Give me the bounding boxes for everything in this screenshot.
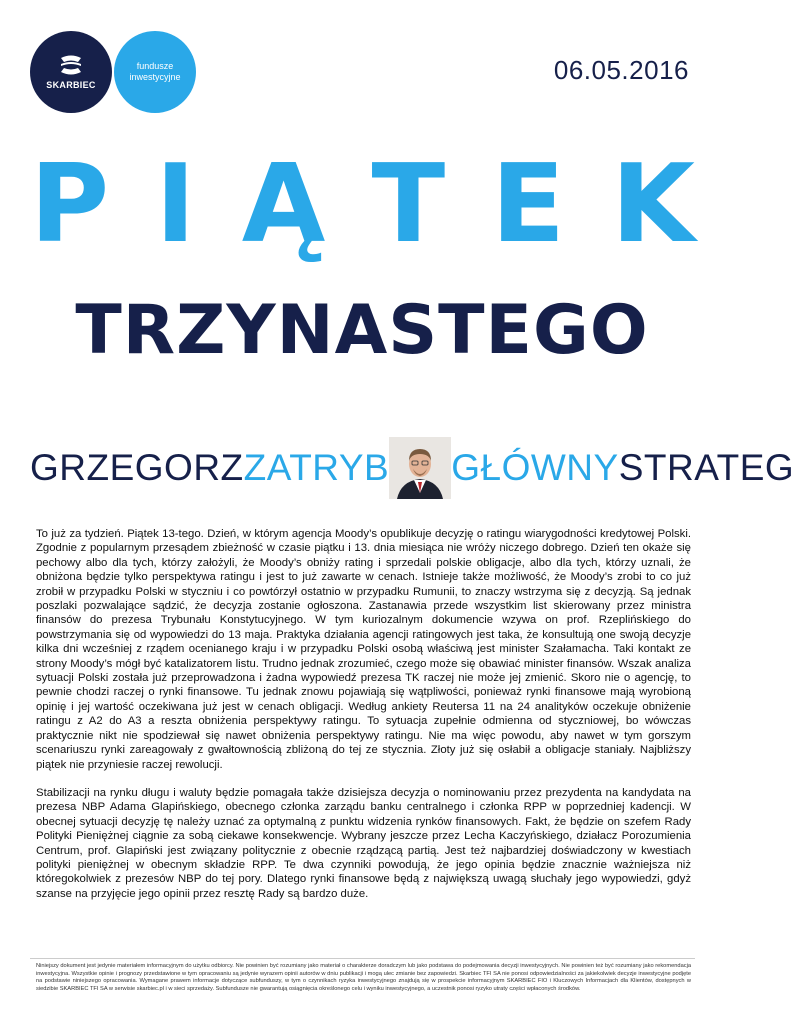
logo-sub-line2: inwestycyjne	[129, 72, 181, 82]
title-letter: T	[371, 142, 446, 267]
article-paragraph: To już za tydzień. Piątek 13-tego. Dzień, w którym agencja Moody’s opublikuje decyzję o ratingu wiarygodności kredytowej Polski. Zgodnie z popularnym przesądem zbieżność w czasie piątku i 13. dnia miesiąca nie wróży niczego dobrego. Dzień ten okaże się pechowy albo dla tych, którzy założyli, że Moody’s obniży rating i sprzedali polskie obligacje, albo dla tych, którzy uznali, że obniżona będzie tylko perspektywa ratingu i jest to już zawarte w cenach. Istnieje także możliwość, że Moody’s zrobi to co już zrobił w przypadku Polski w styczniu i co powtórzył ostatnio w przypadku Rumunii, to znaczy wstrzyma się z decyzją. Są jednak poszlaki pozwalające sądzić, że decyzja zostanie ogłoszona. Zastanawia przede wszystkim list skierowany przez ministra finansów do prezesa Trybunału Konstytucyjnego. W tym kuriozalnym dokumencie wzywa on prof. Rzeplińskiego do powstrzymania się od wypowiedzi do 13 maja. Praktyka działania agencji ratingowych jest taka, że konsultują one swoją decyzje kilka dni wcześniej z rządem ocenianego kraju i w przypadku Polski osobą właściwą jest minister Szałamacha. Taki kontakt ze strony Moody’s mógł być katalizatorem listu. Trudno jednak zrozumieć, czego może się obawiać minister finansów. Wszak analiza sytuacji Polski została już przeprowadzona i żadna wypowiedź prezesa TK raczej nie może jej zmienić. Skoro nie o agencję, to pewnie chodzi raczej o rynki finansowe. Tu jednak znowu pojawiają się wątpliwości, ponieważ rynki finansowe mają wyrobioną opinię i jej wartość oczekiwana już jest w cenach obligacji. Według ankiety Reutersa 11 na 24 analityków oczekuje obniżenie ratingu z A2 do A3 a reszta obniżenia perspektywy ratingu. To sytuacja zupełnie odmienna od styczniowej, bo wówczas praktycznie nikt nie spodziewał się nawet obniżenia perspektywy ratingu. Nie ma więc powodu, aby nawet w tym gorszym scenariuszu rynki zareagowały z gwałtownością zbliżoną do tej ze stycznia. Złoty już się osłabił a obligacje staniały. Najbliższy piątek nie przyniesie raczej rewolucji.	[36, 528, 691, 771]
skarbiec-s-mark-icon	[58, 54, 84, 76]
author-portrait-icon	[389, 437, 451, 499]
author-role-2: STRATEG	[618, 447, 794, 488]
legal-disclaimer: Niniejszy dokument jest jedynie materiałem informacyjnym do użytku odbiorcy. Nie powinien być rozumiany jako materiał o charakterze doradczym lub jako podstawa do podejmowania decyzji inwestycyjnych. Nie powinien też być rozumiany jako rekomendacja inwestycyjna. Wszystkie opinie i prognozy przedstawione w tym opracowaniu są jedynie wyrazem opinii autorów w dniu publikacji i mogą ulec zmianie bez zapowiedzi. Skarbiec TFI SA nie ponosi odpowiedzialności za jakiekolwiek decyzje inwestycyjne podjęte na podstawie niniejszego opracowania. Wymagane prawem informacje dotyczące subfunduszy, w tym o czynnikach ryzyka inwestycyjnego znajdują się w prospekcie informacyjnym SKARBIEC FIO i Kluczowych Informacjach dla Klientów, dostępnych w siedzibie SKARBIEC TFI SA w serwisie skarbiec.pl i w sieci sprzedaży. Subfundusze nie gwarantują osiągnięcia określonego celu i wyniku inwestycyjnego, a uczestnik ponosi ryzyko utraty części wpłaconych środków.	[36, 963, 691, 992]
author-portrait	[389, 437, 451, 499]
title-line-2: TRZYNASTEGO	[75, 291, 649, 370]
article-body	[36, 527, 691, 915]
author-first-name: GRZEGORZ	[30, 447, 244, 488]
skarbiec-logo	[30, 31, 112, 113]
author-role-1: GŁÓWNY	[451, 447, 619, 488]
logo-brand-text: SKARBIEC	[46, 80, 96, 90]
article-paragraph: Stabilizacji na rynku długu i waluty będzie pomagała także dzisiejsza decyzja o nominowaniu przez prezydenta na kandydata na prezesa NBP Adama Glapińskiego, obecnego członka zarządu banku centralnego i członka RPP w poprzedniej kadencji. W obecnej sytuacji decyzję tę należy uznać za optymalną z punktu widzenia rynków finansowych. Fakt, że będzie on szefem Rady Polityki Pieniężnej ciągnie za sobą ciekawe konsekwencje. Wybrany jeszcze przez Lecha Kaczyńskiego, działacz Porozumienia Centrum, prof. Glapiński jest związany politycznie z obecnie rządzącą partią. Jest też najbardziej doświadczony w kwestiach polityki pieniężnej w obecnym składzie RPP. Te dwa czynniki powodują, że jego opinia będzie znacznie ważniejsza niż któregokolwiek z prezesów NBP do tej pory. Dlatego rynki finansowe będą z największą uwagą słuchały jego wypowiedzi, gdyż szanse na przyjęcie jego opinii przez resztę Rady są bardzo duże.	[36, 786, 691, 900]
author-last-name: ZATRYB	[243, 447, 390, 488]
title-line-1	[30, 140, 695, 270]
title-letter: I	[155, 142, 196, 267]
author-role	[451, 447, 794, 489]
funds-logo	[114, 31, 196, 113]
logo-sub-line1: fundusze	[136, 61, 174, 71]
title-letter: K	[611, 142, 695, 267]
publication-date: 06.05.2016	[553, 55, 689, 85]
footer-divider	[30, 958, 695, 959]
author-name	[30, 447, 389, 489]
author-row	[30, 436, 794, 500]
title-letter: P	[30, 142, 110, 267]
title-letter: Ą	[241, 142, 326, 267]
title-letter: E	[491, 142, 566, 267]
